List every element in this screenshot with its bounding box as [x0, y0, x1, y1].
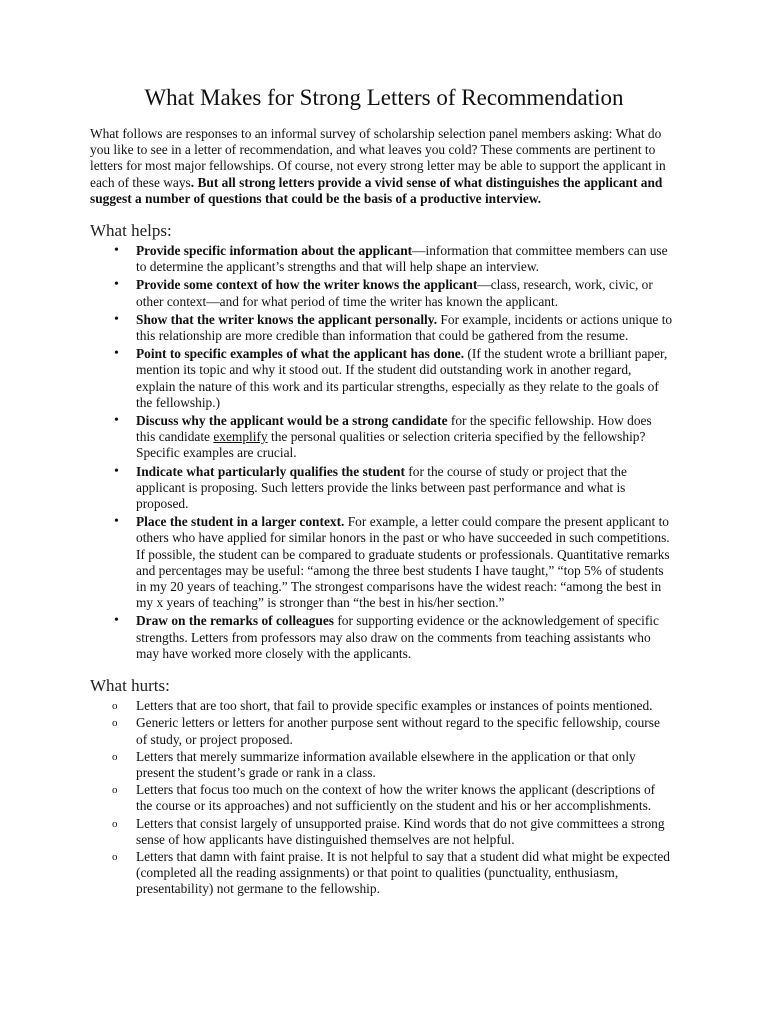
helps-item	[136, 346, 678, 411]
helps-item	[136, 413, 678, 462]
helps-item-bold: Point to specific examples of what the applicant has done.	[136, 346, 465, 362]
helps-item-text: for the specific fellowship. How does this candidate	[136, 413, 652, 445]
helps-item-text-after: the personal qualities or selection criteria specified by the fellowship? Specific examples are crucial.	[136, 429, 646, 461]
helps-item-text: For example, a letter could compare the present applicant to others who have applied for similar honors in the past or who have succeeded in such competitions. If possible, the student can be compared to graduate students or professionals. Quantitative remarks and percentages may be useful: “among the three best students I have taught,” “top 5% of students in my 20 years of teaching.” The strongest comparisons have the widest reach: “among the best in my x years of teaching” is stronger than “the best in his/her section.”	[136, 514, 670, 611]
hurts-item: o Letters that damn with faint praise. It is not helpful to say that a student did what might be expected (completed all the reading assignments) or that point to qualities (punctuality, enthusiasm, presentability) not germane to the fellowship.	[136, 849, 678, 898]
helps-item-text: for supporting evidence or the acknowledgement of specific strengths. Letters from professors may also draw on the comments from teaching assistants who may have worked more closely with the applicants.	[136, 613, 659, 661]
helps-item-text: (If the student wrote a brilliant paper, mention its topic and why it stood out. If the student did outstanding work in another regard, explain the nature of this work and its particular strengths, especially as they relate to the goals of the fellowship.)	[136, 346, 668, 410]
helps-item-text: —class, research, work, civic, or other context—and for what period of time the writer has known the applicant.	[136, 277, 653, 309]
hurts-item: o Letters that focus too much on the context of how the writer knows the applicant (descriptions of the course or its approaches) and not sufficiently on the student and his or her accomplishments.	[136, 782, 678, 814]
hurts-item: o Letters that merely summarize information available elsewhere in the application or that only present the student’s grade or rank in a class.	[136, 749, 678, 781]
page-title: What Makes for Strong Letters of Recommendation	[144, 85, 624, 110]
intro-text: What follows are responses to an informal survey of scholarship selection panel members asking: What do you like to see in a letter of recommendation, and what leaves you cold? These comments are pertinent to letters for most major fellowships. Of course, not every strong letter may be able to support the applicant in each of these ways	[90, 126, 666, 190]
intro-bold-text: . But all strong letters provide a vivid sense of what distinguishes the applicant and suggest a number of questions that could be the basis of a productive interview.	[90, 174, 663, 206]
what-hurts-heading: What hurts:	[90, 676, 170, 696]
helps-item	[136, 243, 678, 275]
hurts-item: o Letters that consist largely of unsupported praise. Kind words that do not give committees a strong sense of how applicants have distinguished themselves are not helpful.	[136, 816, 678, 848]
helps-item	[136, 613, 678, 662]
helps-item-bold: Provide some context of how the writer knows the applicant	[136, 277, 478, 293]
helps-item	[136, 277, 678, 309]
helps-item-bold: Discuss why the applicant would be a strong candidate	[136, 413, 448, 429]
what-helps-heading: What helps:	[90, 221, 172, 241]
helps-item-bold: Show that the writer knows the applicant personally.	[136, 311, 438, 327]
helps-item-text: for the course of study or project that the applicant is proposing. Such letters provide the links between past performance and what is proposed.	[136, 463, 627, 512]
helps-item	[136, 312, 678, 344]
helps-item	[136, 514, 678, 611]
helps-item-bold: Draw on the remarks of colleagues	[136, 613, 334, 629]
hurts-item: o Generic letters or letters for another purpose sent without regard to the specific fellowship, course of study, or project proposed.	[136, 715, 678, 747]
helps-item-underlined: exemplify	[213, 429, 268, 445]
helps-item	[136, 464, 678, 513]
helps-item-bold: Provide specific information about the applicant	[136, 243, 413, 259]
what-hurts-list	[90, 698, 678, 897]
helps-item-bold: Indicate what particularly qualifies the student	[136, 463, 405, 479]
helps-item-text: —information that committee members can use to determine the applicant’s strengths and that will help shape an interview.	[136, 243, 668, 275]
hurts-item: o Letters that are too short, that fail to provide specific examples or instances of points mentioned.	[136, 698, 678, 714]
intro-paragraph	[90, 126, 678, 207]
helps-item-text: For example, incidents or actions unique to this relationship are more credible than information that could be gathered from the resume.	[136, 311, 673, 344]
helps-item-bold: Place the student in a larger context.	[136, 514, 345, 530]
what-helps-list	[90, 243, 678, 662]
